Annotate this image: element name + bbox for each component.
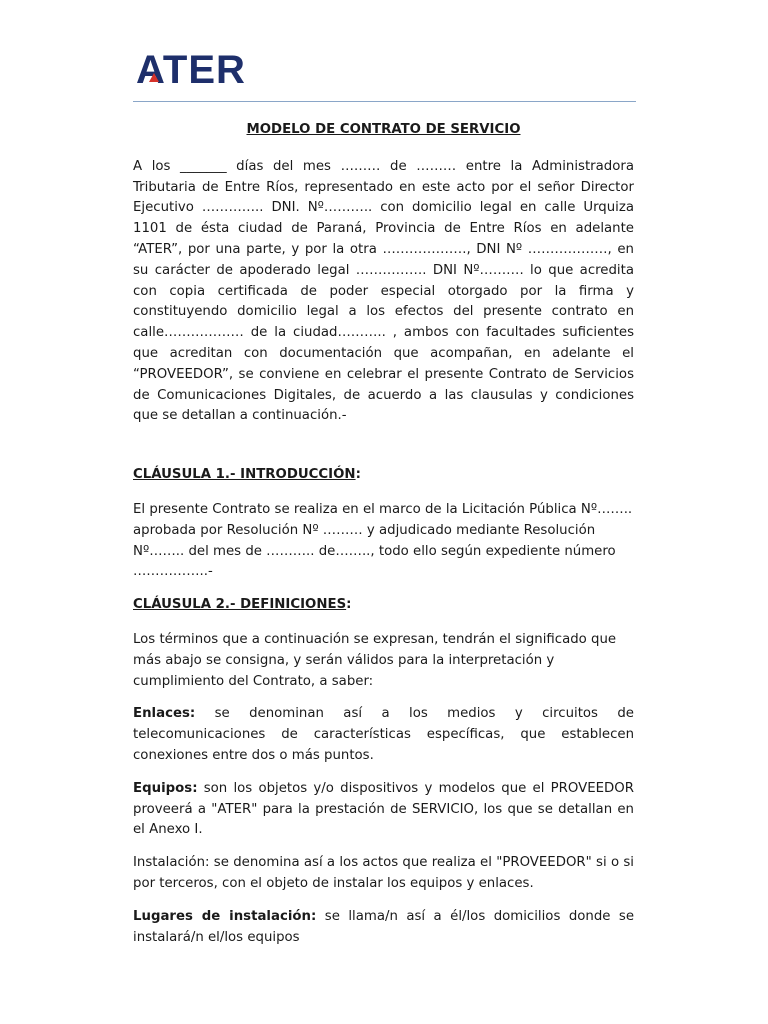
definition-enlaces bbox=[133, 704, 634, 766]
intro-paragraph: A los _______ días del mes ……… de ……… entre la Administradora Tributaria de Entre Ríos, representado en este acto por el señor Director Ejecutivo ………….. DNI. Nº……….. con domicilio legal en calle Urquiza 1101 de ésta ciudad de Paraná, Provincia de Entre Ríos en adelante “ATER”, por una parte, y por la otra ………………., DNI Nº ………………, en su carácter de apoderado legal ……………. DNI Nº………. lo que acredita con copia certificada de poder especial otorgado por la firma y constituyendo domicilio legal a los efectos del presente contrato en calle……………… de la ciudad……….. , ambos con facultades suficientes que acreditan con documentación que acompañan, en adelante el “PROVEEDOR”, se conviene en celebrar el presente Contrato de Servicios de Comunicaciones Digitales, de acuerdo a las clausulas y condiciones que se detallan a continuación.- bbox=[133, 158, 634, 424]
definition-instalacion bbox=[133, 853, 634, 895]
definition-term: Equipos: bbox=[133, 780, 198, 796]
logo-accent-icon bbox=[149, 73, 159, 82]
definition-text: se denominan así a los medios y circuitos de telecomunicaciones de características específicas, que establecen conexiones entre dos o más puntos. bbox=[133, 706, 634, 763]
clause-1-heading bbox=[133, 465, 634, 486]
definition-text: Instalación: se denomina así a los actos que realiza el "PROVEEDOR" si o si por terceros, con el objeto de instalar los equipos y enlaces. bbox=[133, 855, 634, 891]
definition-text: se llama/n así a él/los domicilios donde se instalará/n el/los equipos bbox=[133, 908, 634, 945]
header-divider bbox=[133, 101, 636, 102]
clause-1-heading-text: CLÁUSULA 1.- INTRODUCCIÓN bbox=[133, 467, 356, 483]
document-body bbox=[133, 120, 634, 960]
clause-1-heading-colon: : bbox=[355, 467, 361, 483]
document-title: MODELO DE CONTRATO DE SERVICIO bbox=[246, 122, 521, 137]
clause-2-body: Los términos que a continuación se expresan, tendrán el significado que más abajo se consigna, y serán válidos para la interpretación y cumplimiento del Contrato, a saber: bbox=[133, 631, 617, 689]
logo-text: ATER bbox=[136, 47, 246, 92]
clause-1-body: El presente Contrato se realiza en el marco de la Licitación Pública Nº…….. aprobada por Resolución Nº ……… y adjudicado mediante Resolución Nº…….. del mes de ……….. de…….., todo ello según expediente número ……………..- bbox=[133, 501, 633, 580]
clause-2-heading-text: CLÁUSULA 2.- DEFINICIONES bbox=[133, 597, 347, 613]
definition-term: Enlaces: bbox=[133, 706, 196, 722]
ater-logo bbox=[136, 48, 246, 92]
definition-text: son los objetos y/o dispositivos y modelos que el PROVEEDOR proveerá a "ATER" para la prestación de SERVICIO, los que se detallan en el Anexo I. bbox=[133, 780, 634, 838]
definition-lugares bbox=[133, 907, 634, 949]
clause-2-heading-colon: : bbox=[346, 597, 352, 613]
definition-equipos bbox=[133, 779, 634, 841]
definition-term: Lugares de instalación: bbox=[133, 908, 317, 924]
clause-2-heading bbox=[133, 595, 634, 616]
